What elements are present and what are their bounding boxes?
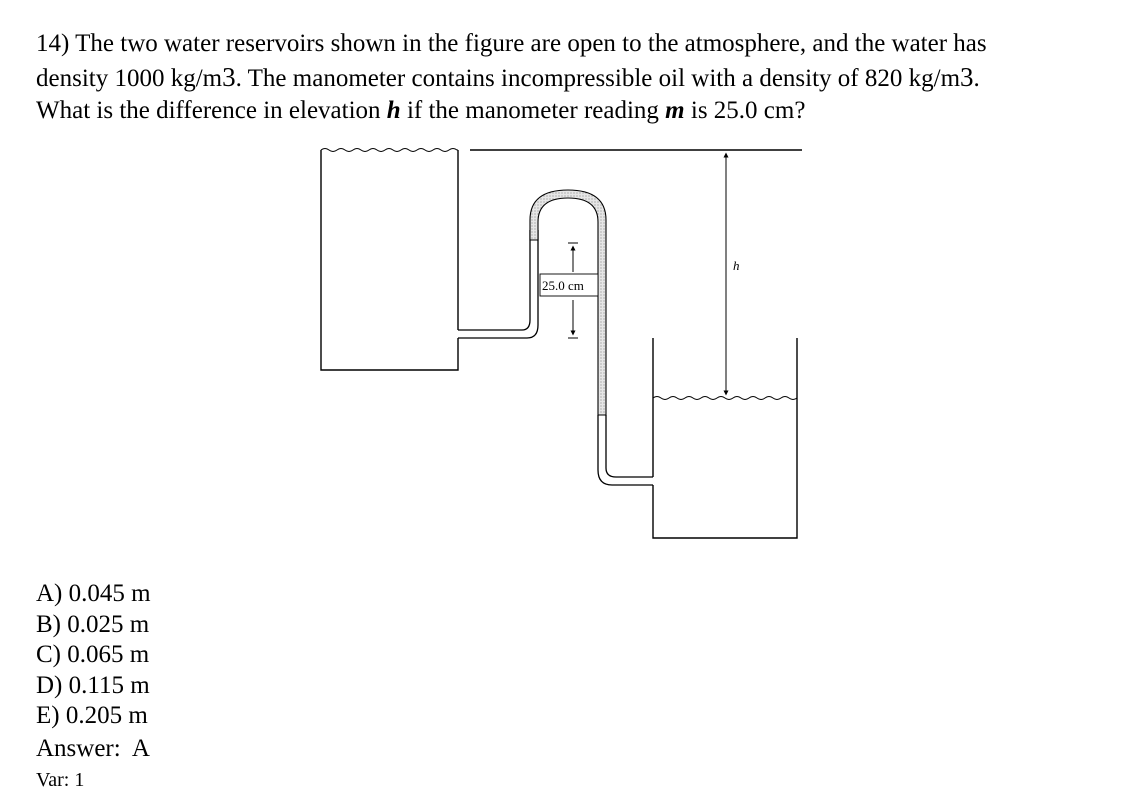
choice-b: B) 0.025 m bbox=[36, 610, 150, 638]
manometer-oil-section bbox=[530, 190, 606, 415]
right-water-surface bbox=[653, 397, 797, 400]
question-number: 14) bbox=[36, 30, 70, 57]
var-line: Var: 1 bbox=[36, 769, 85, 791]
answer-value: A bbox=[131, 735, 150, 762]
left-reservoir bbox=[321, 149, 458, 371]
choice-a: A) 0.045 m bbox=[36, 580, 151, 607]
question-line-2: density 1000 kg/m3. The manometer contains incompressible oil with a density of 820 kg/m3. bbox=[36, 61, 980, 92]
right-reservoir bbox=[653, 338, 797, 538]
variable-m: m bbox=[665, 97, 685, 124]
height-label: h bbox=[733, 258, 740, 273]
height-dimension bbox=[726, 155, 740, 393]
question-line-1: 14) The two water reservoirs shown in the figure are open to the atmosphere, and the water has bbox=[36, 30, 987, 57]
left-water-surface bbox=[321, 149, 458, 152]
choice-d: D) 0.115 m bbox=[36, 671, 150, 699]
manometer-reading-label: 25.0 cm bbox=[542, 278, 584, 293]
right-connecting-pipe bbox=[598, 415, 653, 485]
left-connecting-pipe bbox=[458, 230, 538, 338]
variable-h: h bbox=[386, 97, 401, 124]
answer-choices bbox=[36, 579, 151, 732]
choice-c: C) 0.065 m bbox=[36, 641, 150, 668]
question-line-3: What is the difference in elevation h if the manometer reading m is 25.0 cm? bbox=[36, 97, 806, 124]
answer-line: Answer: A bbox=[36, 735, 150, 762]
choice-e: E) 0.205 m bbox=[36, 702, 148, 729]
